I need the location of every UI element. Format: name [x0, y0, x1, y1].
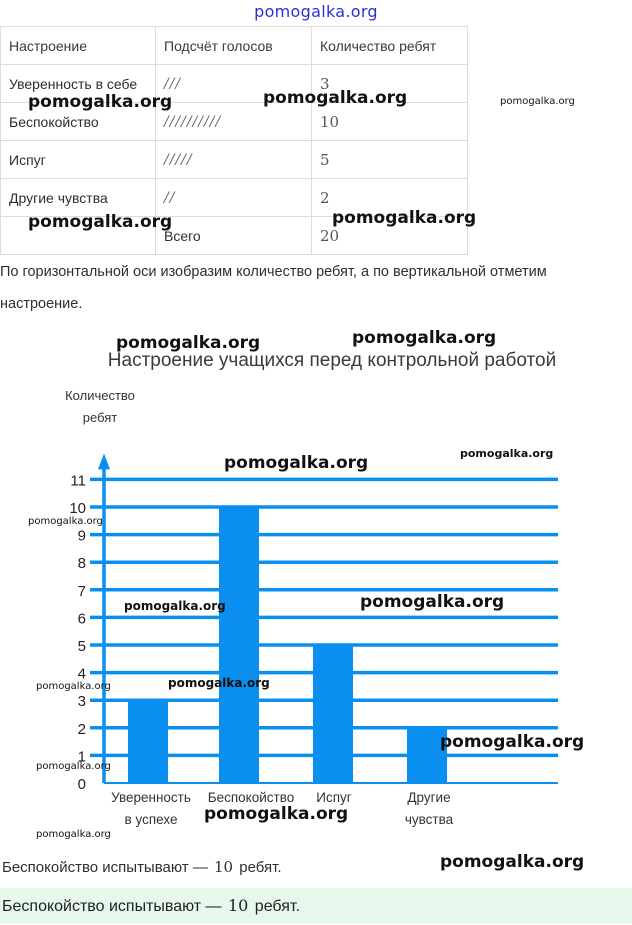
answer-suffix: ребят.: [250, 898, 300, 915]
total-value: 20: [312, 217, 468, 255]
chart-title: Настроение учащихся перед контрольной работой: [107, 350, 557, 371]
watermark: pomogalka.org: [116, 333, 261, 353]
answer-prefix: Беспокойство испытывают —: [2, 859, 212, 876]
y-tick-label: 11: [70, 472, 86, 490]
count-cell: 5: [312, 141, 468, 179]
bar: [219, 507, 259, 783]
x-category-label: Беспокойство: [207, 790, 295, 805]
y-axis-label: Количество: [65, 388, 135, 403]
column-header-mood: Настроение: [1, 27, 156, 65]
y-tick-label: 10: [69, 500, 86, 517]
answer-suffix: ребят.: [235, 859, 282, 876]
column-header-count: Количество ребят: [312, 27, 468, 65]
answer-text: [0, 858, 282, 876]
table-row: [1, 141, 468, 179]
answer-prefix: Беспокойство испытывают —: [2, 898, 226, 915]
watermark: pomogalka.org: [263, 88, 408, 108]
y-axis-label: ребят: [82, 410, 118, 425]
bar: [128, 700, 168, 783]
answer-number: 10: [214, 858, 234, 876]
watermark: pomogalka.org: [36, 829, 111, 840]
y-tick-label: 1: [77, 748, 86, 766]
y-tick-label: 0: [77, 776, 86, 793]
y-tick-label: 7: [77, 582, 86, 600]
watermark: pomogalka.org: [36, 681, 111, 692]
column-header-tally: Подсчёт голосов: [156, 27, 312, 65]
watermark: pomogalka.org: [352, 328, 497, 348]
x-category-label: Другие: [407, 790, 451, 805]
site-header[interactable]: pomogalka.org: [254, 2, 378, 21]
watermark: pomogalka.org: [28, 516, 103, 527]
y-tick-label: 2: [77, 720, 86, 738]
explanation-paragraph: По горизонтальной оси изобразим количество ребят, а по вертикальной отметим настроение.: [0, 264, 547, 312]
x-category-label: Уверенность: [111, 790, 191, 805]
y-tick-label: 9: [77, 527, 86, 545]
watermark: pomogalka.org: [36, 761, 111, 772]
watermark: pomogalka.org: [332, 208, 477, 228]
y-axis-arrow: [98, 453, 110, 469]
y-tick-label: 6: [77, 610, 86, 628]
tally-cell: //: [156, 179, 312, 217]
tally-cell: ///: [156, 65, 312, 103]
mood-cell: Испуг: [1, 141, 156, 179]
watermark: pomogalka.org: [28, 92, 173, 112]
x-category-label: в успехе: [124, 812, 178, 827]
total-label: Всего: [156, 217, 312, 255]
bar: [313, 645, 353, 783]
watermark: pomogalka.org: [168, 676, 270, 690]
x-category-label: чувства: [404, 812, 454, 827]
answer-number: 10: [227, 896, 249, 915]
mood-cell: Беспокойство: [1, 103, 156, 141]
y-tick-label: 4: [77, 665, 86, 683]
mood-cell: Уверенность в себе: [1, 65, 156, 103]
tally-cell: //////////: [156, 103, 312, 141]
y-tick-label: 8: [77, 555, 86, 573]
watermark: pomogalka.org: [500, 96, 575, 107]
count-cell: 3: [312, 65, 468, 103]
watermark: pomogalka.org: [204, 804, 349, 824]
count-cell: 10: [312, 103, 468, 141]
y-tick-label: 3: [77, 693, 86, 711]
tally-cell: /////: [156, 141, 312, 179]
watermark: pomogalka.org: [440, 852, 585, 872]
y-tick-label: 5: [77, 638, 86, 655]
bar-chart: [0, 330, 632, 850]
table-header-row: [1, 27, 468, 65]
answer-highlight: [0, 888, 632, 924]
watermark: pomogalka.org: [28, 212, 173, 232]
watermark: pomogalka.org: [124, 599, 226, 613]
watermark: pomogalka.org: [360, 592, 505, 612]
x-category-label: Испуг: [316, 790, 352, 805]
watermark: pomogalka.org: [440, 732, 585, 752]
count-cell: 2: [312, 179, 468, 217]
watermark: pomogalka.org: [460, 447, 554, 460]
watermark: pomogalka.org: [224, 453, 369, 473]
mood-cell: Другие чувства: [1, 179, 156, 217]
